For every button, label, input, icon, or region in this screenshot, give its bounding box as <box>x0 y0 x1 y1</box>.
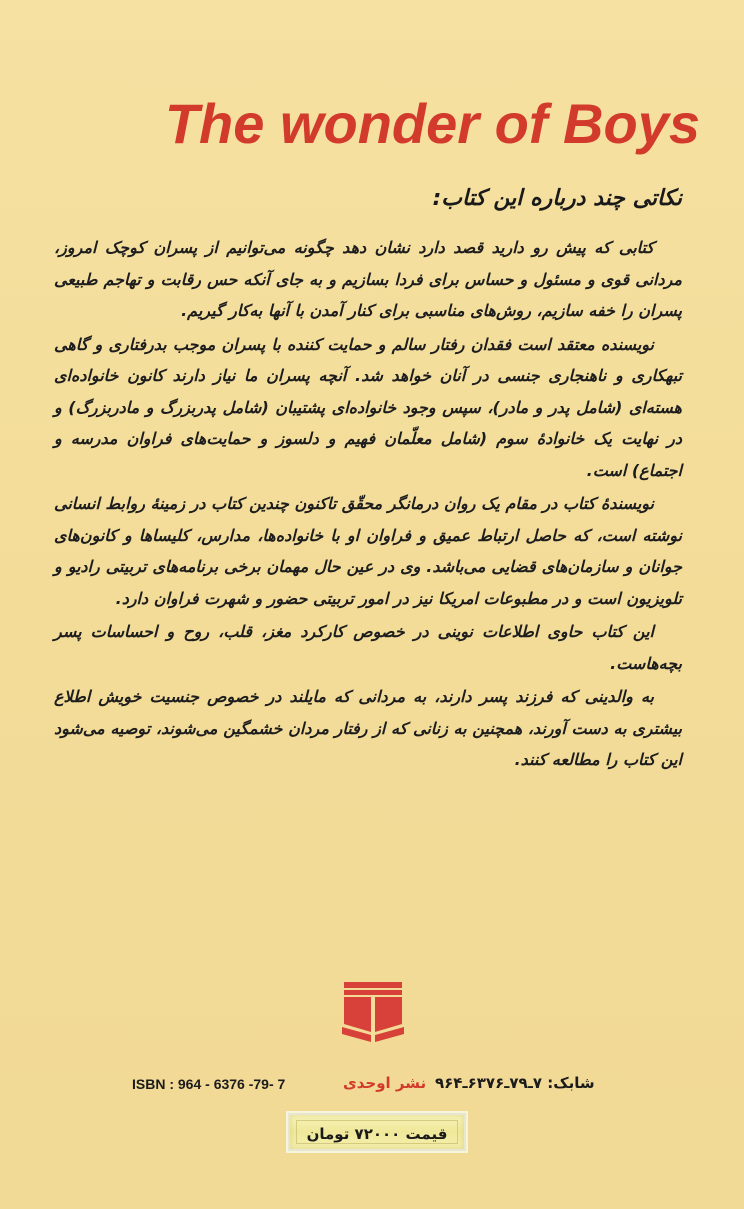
price-label: قیمت ۷۲۰۰۰ تومان <box>306 1125 448 1143</box>
open-book-icon <box>340 982 406 1044</box>
paragraph: به والدینی که فرزند پسر دارند، به مردانی که مایلند در خصوص جنسیت خویش اطلاع بیشتری به دست آورند، همچنین به زنانی که از رفتار مردان خشمگین می‌شوند، توصیه می‌شود این کتاب را مطالعه کنند. <box>54 687 682 769</box>
paragraph: نویسنده معتقد است فقدان رفتار سالم و حمایت کننده با پسران موجب بدرفتاری و گاهی تبهکاری و ناهنجاری جنسی در آنان خواهد شد. آنچه پسران ما نیاز دارند کانون خانواده‌ای هسته‌ای (شامل پدر و مادر)، سپس وجود خانواده‌ای پشتیبان (شامل پدربزرگ و مادربزرگ) و در نهایت یک خانوادهٔ سوم (شامل معلّمان فهیم و دلسوز و حمایت‌های فراوان مدرسه و اجتماع) است. <box>54 334 682 480</box>
description-text <box>54 232 682 778</box>
book-title: The wonder of Boys <box>164 92 700 155</box>
isbn-row <box>60 1076 690 1102</box>
paragraph: نویسندهٔ کتاب در مقام یک روان درمانگر محقّق تاکنون چندین کتاب در زمینهٔ روابط انسانی نوشته است، که حاصل ارتباط عمیق و فراوان او با خانواده‌ها، مدارس، کلیساها و کانون‌های جوانان و سازمان‌های قضایی می‌باشد. وی در عین حال مهمان برخی برنامه‌های تربیتی رادیو و تلویزیون است و در مطبوعات امریکا نیز در امور تربیتی حضور و شهرت فراوان دارد. <box>54 494 682 608</box>
section-heading: نکاتی چند درباره این کتاب: <box>432 186 682 211</box>
paragraph: کتابی که پیش رو دارید قصد دارد نشان دهد چگونه می‌توانیم از پسران کوچک امروز، مردانی قوی و مسئول و حساس برای فردا بسازیم و به جای آنکه حس رقابت و تهاجم طبیعی پسران را خفه سازیم، روش‌های مناسبی برای کنار آمدن با آنها به‌کار گیریم. <box>54 238 682 320</box>
isbn-persian: شابک: ۷ـ۷۹ـ۶۳۷۶ـ۹۶۴ <box>435 1074 595 1092</box>
isbn-english: ISBN : 964 - 6376 -79- 7 <box>132 1076 286 1092</box>
paragraph: این کتاب حاوی اطلاعات نوینی در خصوص کارکرد مغز، قلب، روح و احساسات پسر بچه‌هاست. <box>54 622 682 673</box>
publisher-name: نشر اوحدی <box>343 1074 427 1092</box>
price-sticker <box>288 1113 466 1151</box>
